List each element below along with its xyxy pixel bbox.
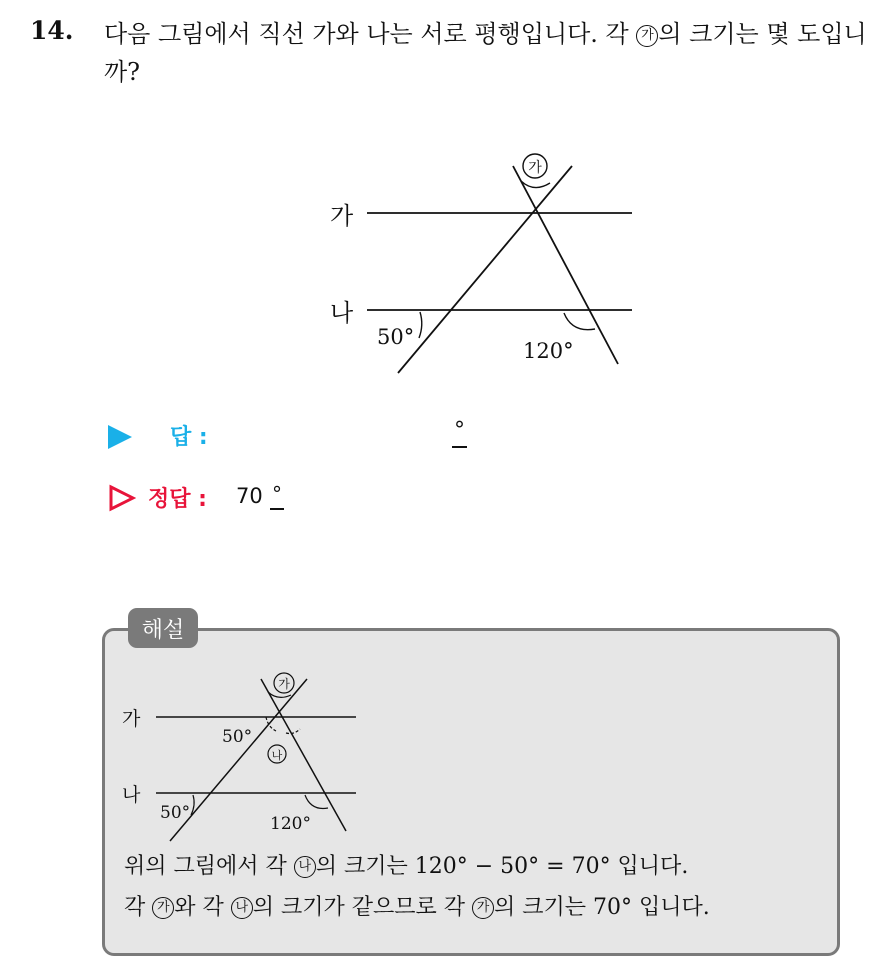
sol-label-line-ga: 가 <box>122 708 141 730</box>
sol-line1-b: 의 크기는 120° − 50° = 70° 입니다. <box>315 854 689 879</box>
sol-line1-a: 위의 그림에서 각 <box>124 854 294 879</box>
correct-answer-value: 70 <box>236 484 263 508</box>
circled-label-ga-3: 가 <box>472 897 494 919</box>
solution-text-line2 <box>124 893 710 923</box>
sol-line2-b: 와 각 <box>174 895 231 920</box>
angle-arc-top <box>521 181 550 188</box>
circled-label-ga: 가 <box>636 25 658 47</box>
transversal-right <box>513 166 618 364</box>
sol-line2-a: 각 <box>124 895 153 920</box>
correct-answer-unit: ° <box>270 480 284 510</box>
parallel-lines-figure <box>320 145 640 380</box>
label-line-ga: 가 <box>330 202 354 230</box>
angle-arc-right <box>564 313 595 330</box>
angle-label-50: 50° <box>377 325 415 349</box>
sol-label-line-na: 나 <box>122 784 141 806</box>
sol-top-target-label: 가 <box>278 677 290 691</box>
answer-blank-unit[interactable]: ° <box>452 416 467 448</box>
solution-text-line1 <box>124 852 688 882</box>
correct-answer-row <box>108 482 408 516</box>
question-number: 14. <box>30 16 74 45</box>
question-text-part1: 다음 그림에서 직선 가와 나는 서로 평행입니다. 각 <box>104 20 637 48</box>
sol-arc-inner-right <box>286 729 300 734</box>
sol-angle-inner-50: 50° <box>222 727 253 747</box>
answer-row <box>108 420 528 454</box>
sol-arc-bottom-right <box>305 795 328 808</box>
play-triangle-icon <box>108 425 132 449</box>
sol-angle-bottom-120: 120° <box>270 814 311 834</box>
question-text-part2: 의 크기는 몇 도입니까? <box>104 20 867 86</box>
question-text <box>104 15 874 91</box>
answer-label: 답 : <box>170 425 208 450</box>
circled-label-ga-1: 가 <box>152 897 174 919</box>
angle-label-120: 120° <box>523 339 574 363</box>
label-line-na: 나 <box>330 299 354 327</box>
correct-answer-label: 정답 : <box>148 487 207 512</box>
target-angle-label: 가 <box>528 160 542 176</box>
solution-figure <box>118 665 368 845</box>
sol-line2-c: 의 크기가 같으므로 각 <box>252 895 472 920</box>
solution-tab: 해설 <box>128 608 198 648</box>
sol-line2-d: 의 크기는 70° 입니다. <box>494 895 710 920</box>
outline-triangle-icon <box>108 484 136 512</box>
circled-label-na-2: 나 <box>231 897 253 919</box>
sol-arc-inner-left <box>266 717 276 731</box>
sol-inner-target-label: 나 <box>271 749 283 762</box>
circled-label-na: 나 <box>294 856 316 878</box>
sol-angle-bottom-50: 50° <box>160 803 191 823</box>
angle-arc-left <box>419 312 422 338</box>
